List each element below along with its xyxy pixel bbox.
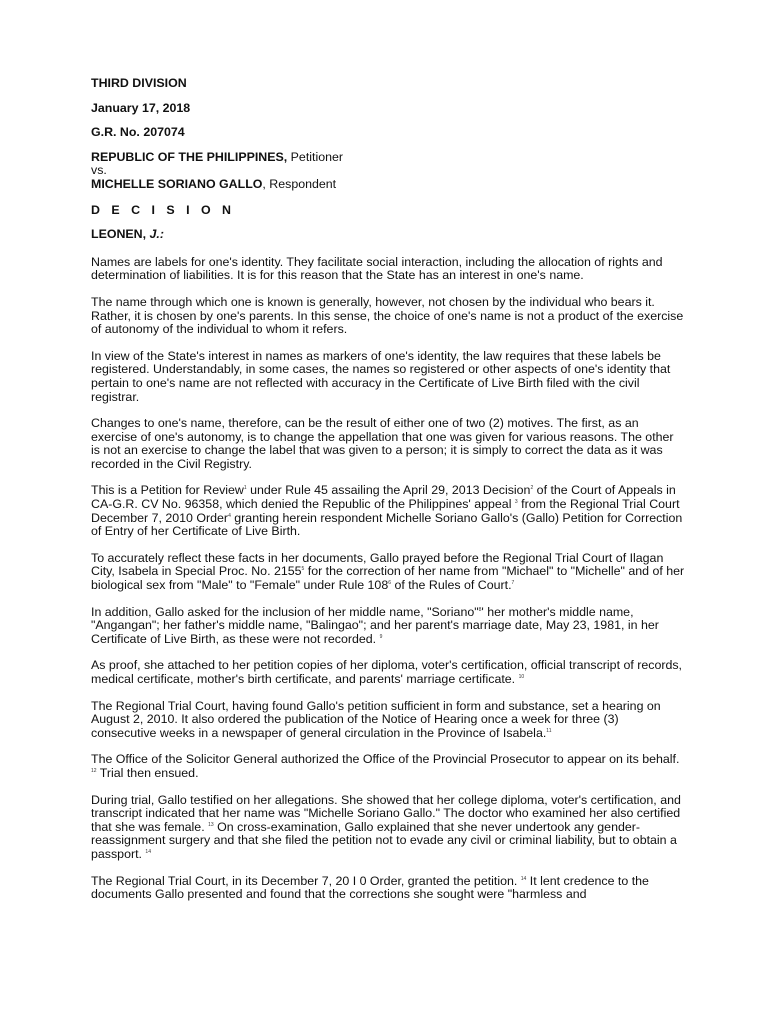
respondent-line — [91, 178, 685, 192]
respondent-name: MICHELLE SORIANO GALLO — [91, 176, 263, 191]
respondent-role: , Respondent — [262, 176, 337, 191]
paragraph-9 — [91, 700, 685, 741]
paragraph-10 — [91, 753, 685, 780]
footnote-ref[interactable]: 2 — [530, 485, 534, 492]
footnote-ref[interactable]: 4 — [228, 512, 231, 519]
decision-heading: D E C I S I O N — [91, 202, 235, 217]
paragraph-text: under Rule 45 assailing the April 29, 2013 Decision — [246, 483, 531, 498]
paragraph-text: for the correction of her name from "Michael" to "Michelle" and of her biological sex from "Male" to "Female" under Rule 108 — [91, 564, 685, 593]
paragraph-text: During trial, Gallo testified on her allegations. She showed that her college diploma, voter's certification, and transcript indicated that her name was "Michelle Soriano Gallo." The doctor who examined her also certified that she was female. — [91, 792, 681, 834]
footnote-ref[interactable]: 9 — [379, 633, 383, 640]
division-heading: THIRD DIVISION — [91, 76, 187, 90]
footnote-ref[interactable]: 13 — [208, 821, 214, 828]
paragraph-text: To accurately reflect these facts in her documents, Gallo prayed before the Regional Trial Court of Ilagan City, Isabela in Special Proc. No. 2155 — [91, 550, 664, 579]
footnote-ref[interactable]: 5 — [301, 566, 305, 573]
paragraph-text: This is a Petition for Review — [91, 483, 244, 498]
paragraph-5 — [91, 484, 685, 538]
paragraph-text: It lent credence to the documents Gallo presented and found that the corrections she sought were "harmless and — [91, 873, 649, 902]
footnote-ref[interactable]: 10 — [518, 673, 525, 680]
paragraph-text: from the Regional Trial Court December 7, 2010 Order — [91, 497, 680, 525]
paragraph-6 — [91, 552, 685, 593]
paragraph-3: In view of the State's interest in names as markers of one's identity, the law requires that these labels be registered. Understandably, in some cases, the names so registered or other aspects of one's identity that pertain to one's name are not reflected with accuracy in the Certificate of Live Birth filed with the civil registrar. — [91, 348, 671, 404]
ponente-suffix: J.: — [149, 227, 164, 242]
versus: vs. — [91, 163, 107, 178]
footnote-ref[interactable]: 6 — [388, 579, 391, 586]
paragraph-text: The Regional Trial Court, having found Gallo's petition sufficient in form and substance, set a hearing on August 2, 2010. It also ordered the publication of the Notice of Hearing once a week for three (3) consecutive weeks in a newspaper of general circulation in the Province of Isabela. — [91, 698, 661, 740]
paragraph-text: In addition, Gallo asked for the inclusion of her middle name, "Soriano" — [91, 604, 479, 619]
paragraph-4: Changes to one's name, therefore, can be the result of either one of two (2) motives. The first, as an exercise of one's autonomy, is to change the appellation that one was given for various reasons. The other is not an exercise to change the label that was given to a person; it is simply to correct the data as it was recorded in the Civil Registry. — [91, 416, 674, 471]
paragraph-11 — [91, 794, 685, 862]
paragraph-text: The Office of the Solicitor General authorized the Office of the Provincial Prosecutor to appear on its behalf. — [91, 752, 680, 767]
footnote-ref[interactable]: 8 — [478, 606, 482, 613]
paragraph-text: of the Rules of Court. — [391, 578, 512, 593]
paragraph-text: ' her mother's middle name, "Angangan"; her father's middle name, "Balingao"; and her parent's marriage date, May 23, 1981, in her Certificate of Live Birth, as these were not recorded. — [91, 604, 659, 646]
footnote-ref[interactable]: 1 — [243, 485, 247, 492]
ponente — [91, 228, 685, 242]
paragraph-text: On cross-examination, Gallo explained that she never undertook any gender-reassignment surgery and that she filed the petition not to evade any civil or criminal liability, but to obtain a passport. — [91, 819, 677, 861]
petitioner-line — [91, 151, 685, 165]
case-parties — [91, 151, 685, 192]
gr-number: G.R. No. 207074 — [91, 125, 185, 140]
footnote-ref[interactable]: 14 — [520, 875, 527, 882]
paragraph-text: The Regional Trial Court, in its December 7, 20 I 0 Order, granted the petition. — [91, 873, 521, 888]
paragraph-7 — [91, 606, 685, 647]
paragraph-8 — [91, 659, 685, 686]
paragraph-text: Trial then ensued. — [96, 765, 199, 780]
paragraph-1: Names are labels for one's identity. They facilitate social interaction, including the allocation of rights and determination of liabilities. It is for this reason that the State has an interest in one's name. — [91, 254, 663, 283]
footnote-ref[interactable]: 11 — [546, 727, 552, 734]
paragraph-text: of the Court of Appeals in CA-G.R. CV No. 96358, which denied the Republic of the Philippines' appeal — [91, 483, 676, 512]
paragraph-text: As proof, she attached to her petition copies of her diploma, voter's certification, official transcript of records, medical certificate, mother's birth certificate, and parents' marriage certificate. — [91, 658, 682, 686]
decision-date: January 17, 2018 — [91, 100, 191, 115]
footnote-ref[interactable]: 3 — [514, 498, 518, 505]
petitioner-name: REPUBLIC OF THE PHILIPPINES, — [91, 149, 288, 164]
footnote-ref[interactable]: 12 — [91, 767, 97, 774]
paragraph-12 — [91, 875, 685, 902]
paragraph-2: The name through which one is known is generally, however, not chosen by the individual who bears it. Rather, it is chosen by one's parents. In this sense, the choice of one's name is not a product of the exercise of autonomy of the individual to whom it refers. — [91, 294, 684, 337]
ponente-name: LEONEN, — [91, 227, 147, 242]
paragraph-text: granting herein respondent Michelle Soriano Gallo's (Gallo) Petition for Correction of Entry of her Certificate of Live Birth. — [91, 510, 683, 539]
document-body — [91, 77, 685, 915]
footnote-ref[interactable]: 14 — [145, 848, 151, 855]
petitioner-role: Petitioner — [290, 149, 344, 164]
footnote-ref[interactable]: 7 — [511, 579, 515, 586]
